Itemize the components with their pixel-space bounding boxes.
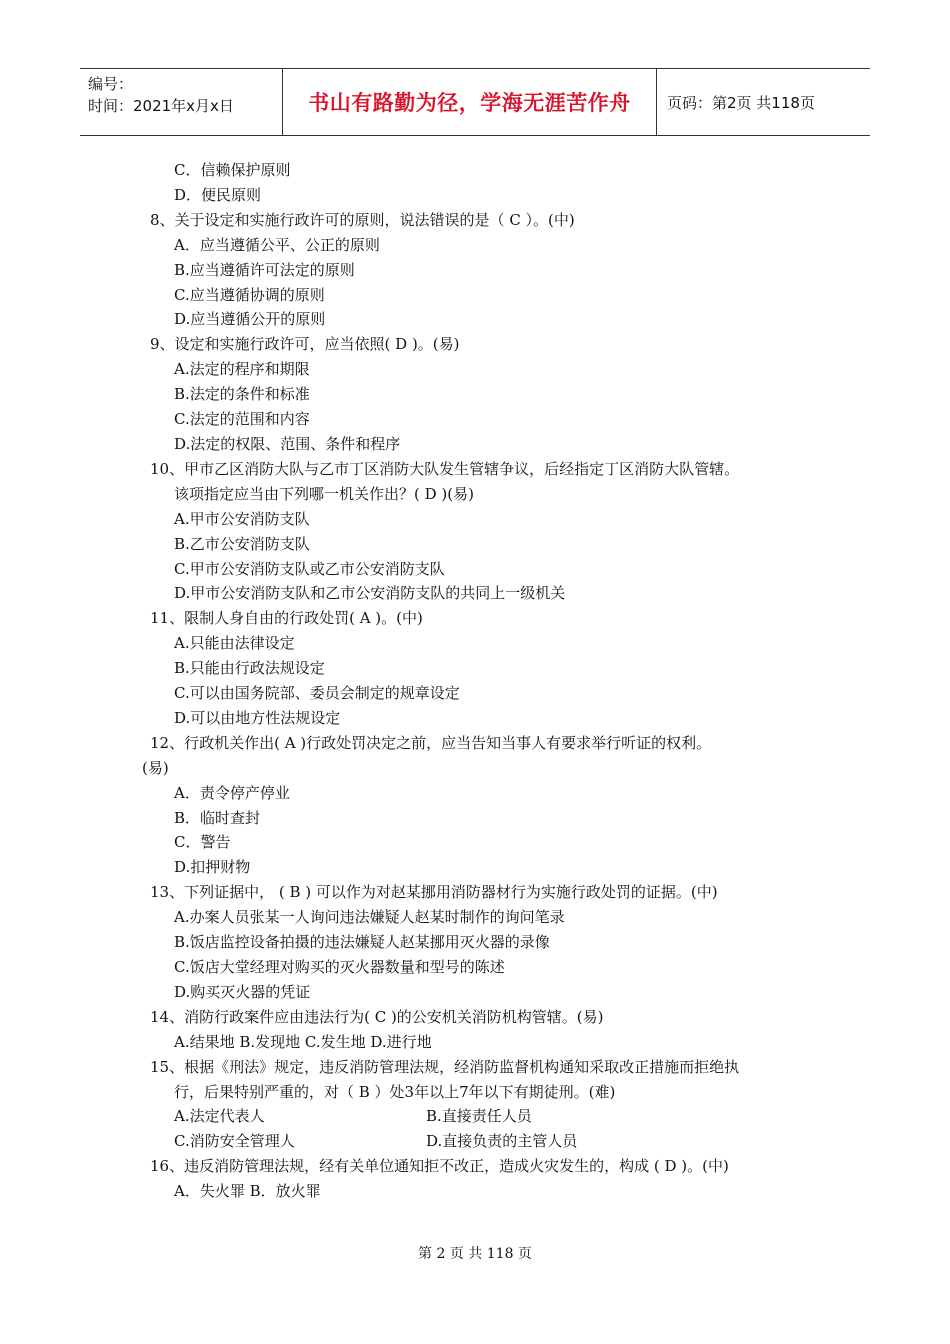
answer-option: B.法定的条件和标准 bbox=[174, 385, 310, 404]
question-text: 9、设定和实施行政许可，应当依照( D )。(易) bbox=[150, 335, 460, 354]
answer-option: D．便民原则 bbox=[174, 185, 262, 204]
page-footer: 第 2 页 共 118 页 bbox=[418, 1246, 532, 1262]
answer-option: A.结果地 B.发现地 C.发生地 D.进行地 bbox=[174, 1032, 432, 1051]
answer-option: D.购买灭火器的凭证 bbox=[174, 982, 311, 1001]
answer-option: D.法定的权限、范围、条件和程序 bbox=[174, 434, 401, 453]
answer-option: C．警告 bbox=[174, 833, 231, 852]
answer-option: D.甲市公安消防支队和乙市公安消防支队的共同上一级机关 bbox=[174, 584, 566, 603]
question-continuation: (易) bbox=[142, 758, 169, 777]
answer-option-row bbox=[150, 1129, 810, 1154]
answer-option: A.办案人员张某一人询问违法嫌疑人赵某时制作的询问笔录 bbox=[174, 908, 565, 927]
question-text: 15、根据《刑法》规定，违反消防管理法规，经消防监督机构通知采取改正措施而拒绝执 bbox=[150, 1057, 740, 1076]
answer-option: C.法定的范围和内容 bbox=[174, 410, 310, 429]
question-text: 13、下列证据中， ( B ) 可以作为对赵某挪用消防器材行为实施行政处罚的证据。(中) bbox=[150, 883, 718, 902]
question-text: 10、甲市乙区消防大队与乙市丁区消防大队发生管辖争议，后经指定丁区消防大队管辖。 bbox=[150, 459, 740, 478]
answer-option: C.饭店大堂经理对购买的灭火器数量和型号的陈述 bbox=[174, 958, 505, 976]
answer-option: D.扣押财物 bbox=[174, 858, 251, 877]
answer-option: B.饭店监控设备拍摄的违法嫌疑人赵某挪用灭火器的录像 bbox=[174, 933, 550, 952]
header-motto-cell bbox=[283, 69, 657, 135]
answer-option: C.消防安全管理人 bbox=[174, 1132, 295, 1151]
question-text: 14、消防行政案件应由违法行为( C )的公安机关消防机构管辖。(易) bbox=[150, 1007, 604, 1026]
answer-option: A．失火罪 B．放火罪 bbox=[174, 1182, 321, 1201]
document-body bbox=[142, 158, 810, 1204]
question-text: 12、行政机关作出( A )行政处罚决定之前，应当告知当事人有要求举行听证的权利。 bbox=[150, 733, 712, 752]
answer-option: B.只能由行政法规设定 bbox=[174, 659, 325, 678]
answer-option: B.直接责任人员 bbox=[426, 1107, 532, 1126]
answer-option: D.可以由地方性法规设定 bbox=[174, 708, 341, 727]
question-continuation: 行，后果特别严重的，对（ B ）处3年以上7年以下有期徒刑。(难) bbox=[174, 1082, 616, 1101]
question-continuation: 该项指定应当由下列哪一机关作出？( D )(易) bbox=[174, 484, 474, 503]
answer-option: B.乙市公安消防支队 bbox=[174, 534, 310, 553]
question-text: 16、违反消防管理法规，经有关单位通知拒不改正，造成火灾发生的，构成 ( D )。(中) bbox=[150, 1157, 729, 1176]
page-header bbox=[80, 68, 870, 136]
header-motto: 书山有路勤为径，学海无涯苦作舟 bbox=[308, 91, 631, 115]
page-info-text: 页码：第2页 共118页 bbox=[667, 93, 815, 112]
answer-option: B.应当遵循许可法定的原则 bbox=[174, 260, 355, 279]
answer-option: A.只能由法律设定 bbox=[174, 634, 295, 653]
header-meta bbox=[80, 69, 283, 135]
answer-option: D.直接负责的主管人员 bbox=[426, 1132, 578, 1151]
answer-option: D.应当遵循公开的原则 bbox=[174, 310, 326, 329]
question-text: 8、关于设定和实施行政许可的原则，说法错误的是（ C ）。(中) bbox=[150, 210, 575, 229]
header-page-info bbox=[657, 69, 870, 135]
answer-option: A．责令停产停业 bbox=[174, 783, 290, 802]
answer-option: C.甲市公安消防支队或乙市公安消防支队 bbox=[174, 559, 445, 578]
answer-option: A.法定的程序和期限 bbox=[174, 360, 310, 379]
answer-option: C.应当遵循协调的原则 bbox=[174, 285, 325, 304]
answer-option: C．信赖保护原则 bbox=[174, 161, 291, 179]
answer-option: A.甲市公安消防支队 bbox=[174, 509, 310, 528]
date-label: 时间：2021年x月x日 bbox=[88, 97, 234, 115]
answer-option: A.法定代表人 bbox=[174, 1107, 265, 1126]
question-text: 11、限制人身自由的行政处罚( A )。(中) bbox=[150, 609, 423, 628]
number-label: 编号： bbox=[88, 75, 134, 93]
answer-option: A．应当遵循公平、公正的原则 bbox=[174, 235, 380, 254]
answer-option: C.可以由国务院部、委员会制定的规章设定 bbox=[174, 684, 460, 703]
answer-option: B．临时查封 bbox=[174, 808, 261, 827]
answer-option-row bbox=[150, 1104, 810, 1129]
